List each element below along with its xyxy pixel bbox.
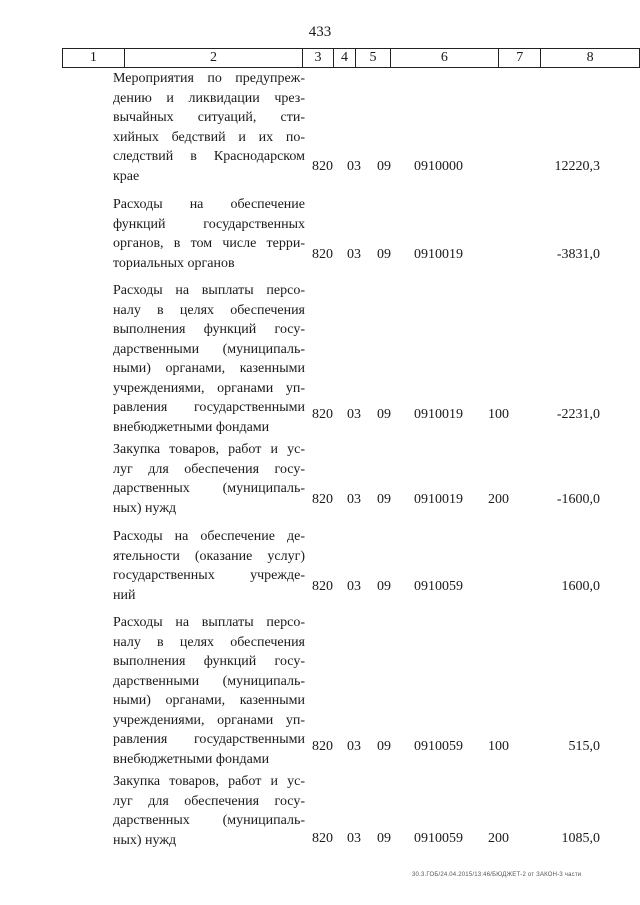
description-line: Закупка товаров, работ и ус- xyxy=(113,442,305,457)
ministry-code: 820 xyxy=(312,247,333,262)
column-header-5: 5 xyxy=(356,49,390,68)
amount: -2231,0 xyxy=(556,407,600,422)
section-code: 03 xyxy=(347,247,361,262)
description-line: функций государственных xyxy=(113,216,305,232)
page-number: 433 xyxy=(308,24,332,40)
section-code: 03 xyxy=(347,831,361,846)
description-line: ториальных органов xyxy=(113,255,235,271)
target-article-code: 0910000 xyxy=(414,159,463,174)
section-code: 03 xyxy=(347,492,361,507)
expense-type-code: 200 xyxy=(488,831,509,846)
description-line: ных) нужд xyxy=(113,832,177,848)
description-line: учреждениями, органами уп- xyxy=(113,712,305,728)
target-article-code: 0910019 xyxy=(414,247,463,262)
description-line: дению и ликвидации чрез- xyxy=(113,90,305,106)
expense-type-code: 200 xyxy=(488,492,509,507)
row-description xyxy=(113,281,305,437)
column-header-2: 2 xyxy=(124,49,303,68)
row-description xyxy=(113,772,305,850)
row-description xyxy=(113,195,305,273)
description-line: внебюджетными фондами xyxy=(113,751,270,767)
description-line: вычайных ситуаций, сти- xyxy=(113,110,305,125)
column-header-3: 3 xyxy=(303,49,333,68)
amount: 1600,0 xyxy=(561,579,600,594)
amount: 12220,3 xyxy=(554,159,600,174)
subsection-code: 09 xyxy=(377,407,391,422)
column-header-7: 7 xyxy=(499,49,541,68)
description-line: Закупка товаров, работ и ус- xyxy=(113,774,305,789)
subsection-code: 09 xyxy=(377,492,391,507)
description-line: дарственными (муниципаль- xyxy=(113,341,305,357)
description-line: налу в целях обеспечения xyxy=(113,302,305,318)
ministry-code: 820 xyxy=(312,407,333,422)
ministry-code: 820 xyxy=(312,159,333,174)
amount: -1600,0 xyxy=(556,492,600,507)
description-line: внебюджетными фондами xyxy=(113,419,270,435)
amount: 1085,0 xyxy=(561,831,600,846)
subsection-code: 09 xyxy=(377,579,391,594)
target-article-code: 0910059 xyxy=(414,739,463,754)
subsection-code: 09 xyxy=(377,159,391,174)
description-line: Расходы на обеспечение де- xyxy=(113,529,305,544)
description-line: ными) органами, казенными xyxy=(113,693,305,708)
subsection-code: 09 xyxy=(377,739,391,754)
target-article-code: 0910059 xyxy=(414,579,463,594)
amount: -3831,0 xyxy=(556,247,600,262)
ministry-code: 820 xyxy=(312,492,333,507)
row-description xyxy=(113,527,305,605)
amount: 515,0 xyxy=(568,739,600,754)
target-article-code: 0910019 xyxy=(414,407,463,422)
ministry-code: 820 xyxy=(312,739,333,754)
column-header-1: 1 xyxy=(63,49,125,68)
description-line: равления государственными xyxy=(113,732,305,747)
description-line: луг для обеспечения госу- xyxy=(113,461,305,477)
target-article-code: 0910019 xyxy=(414,492,463,507)
column-header-4: 4 xyxy=(333,49,356,68)
description-line: хийных бедствий и их по- xyxy=(113,129,305,145)
subsection-code: 09 xyxy=(377,831,391,846)
expense-type-code: 100 xyxy=(488,407,509,422)
section-code: 03 xyxy=(347,407,361,422)
description-line: учреждениями, органами уп- xyxy=(113,380,305,396)
description-line: Расходы на обеспечение xyxy=(113,197,305,212)
target-article-code: 0910059 xyxy=(414,831,463,846)
section-code: 03 xyxy=(347,159,361,174)
description-line: равления государственными xyxy=(113,400,305,415)
ministry-code: 820 xyxy=(312,579,333,594)
expense-type-code: 100 xyxy=(488,739,509,754)
description-line: Мероприятия по предупреж- xyxy=(113,71,305,86)
description-line: крае xyxy=(113,168,140,184)
description-line: Расходы на выплаты персо- xyxy=(113,283,305,298)
description-line: выполнения функций госу- xyxy=(113,322,305,337)
description-line: дарственных (муниципаль- xyxy=(113,813,305,828)
row-description xyxy=(113,440,305,518)
description-line: ятельности (оказание услуг) xyxy=(113,548,305,564)
section-code: 03 xyxy=(347,579,361,594)
description-line: ными) органами, казенными xyxy=(113,361,305,376)
description-line: выполнения функций госу- xyxy=(113,654,305,669)
description-line: луг для обеспечения госу- xyxy=(113,793,305,809)
description-line: государственных учрежде- xyxy=(113,568,305,583)
row-description xyxy=(113,613,305,769)
ministry-code: 820 xyxy=(312,831,333,846)
subsection-code: 09 xyxy=(377,247,391,262)
description-line: следствий в Краснодарском xyxy=(113,149,305,164)
row-description xyxy=(113,69,305,186)
column-header-table xyxy=(62,48,640,68)
document-footer-code: 30.3.ГОБ/24.04.2015/13:46/БЮДЖЕТ-2 от ЗАКОН-3 части xyxy=(412,872,582,878)
description-line: дарственных (муниципаль- xyxy=(113,481,305,496)
description-line: органов, в том числе терри- xyxy=(113,236,305,251)
description-line: ных) нужд xyxy=(113,500,177,516)
section-code: 03 xyxy=(347,739,361,754)
description-line: налу в целях обеспечения xyxy=(113,634,305,650)
description-line: ний xyxy=(113,587,136,603)
column-header-8: 8 xyxy=(541,49,640,68)
description-line: дарственными (муниципаль- xyxy=(113,673,305,689)
description-line: Расходы на выплаты персо- xyxy=(113,615,305,630)
column-header-6: 6 xyxy=(390,49,498,68)
